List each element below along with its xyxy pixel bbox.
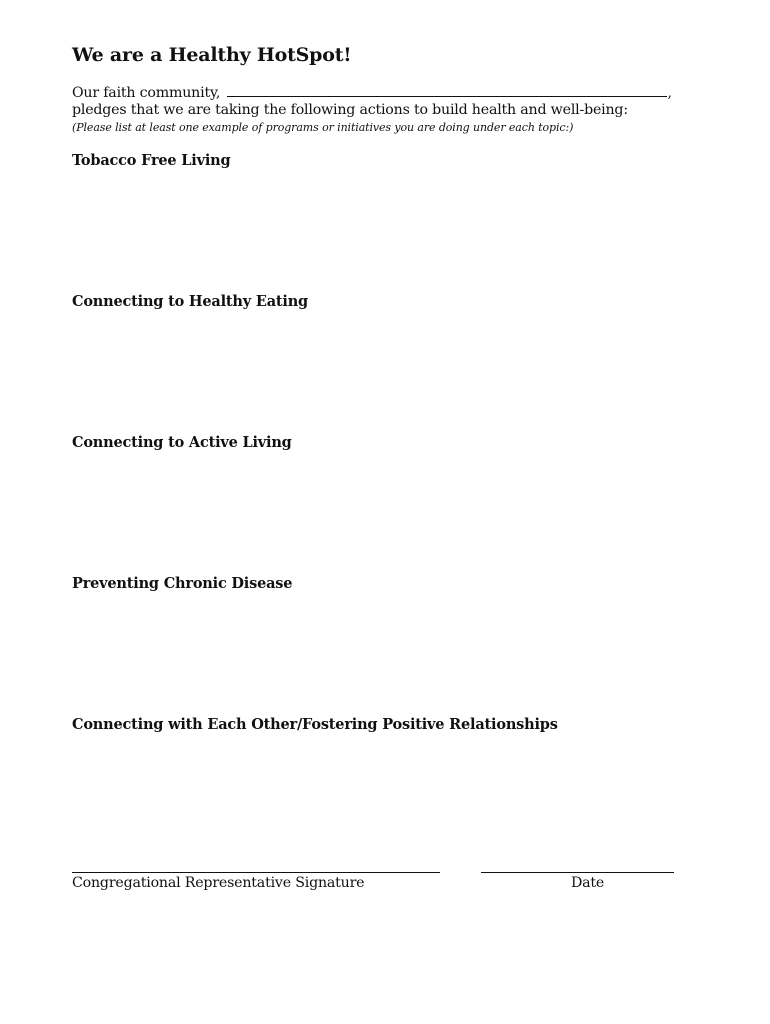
section-heading-healthy-eating: Connecting to Healthy Eating: [72, 293, 308, 310]
signature-label: Congregational Representative Signature: [72, 875, 365, 891]
pledge-statement: pledges that we are taking the following actions to build health and well-being:: [72, 102, 628, 118]
faith-community-line: [72, 84, 672, 101]
faith-community-label: Our faith community,: [72, 85, 225, 101]
date-blank[interactable]: [481, 872, 674, 873]
section-heading-tobacco-free-living: Tobacco Free Living: [72, 152, 231, 169]
date-label: Date: [571, 875, 605, 891]
section-heading-active-living: Connecting to Active Living: [72, 434, 292, 451]
signature-blank[interactable]: [72, 872, 440, 873]
section-heading-chronic-disease: Preventing Chronic Disease: [72, 575, 293, 592]
faith-community-name-blank[interactable]: [227, 84, 667, 97]
section-heading-positive-relationships: Connecting with Each Other/Fostering Positive Relationships: [72, 716, 558, 733]
page-title: We are a Healthy HotSpot!: [72, 44, 352, 66]
faith-community-comma: ,: [667, 85, 672, 101]
instruction-note: (Please list at least one example of programs or initiatives you are doing under each topic:): [72, 121, 574, 134]
